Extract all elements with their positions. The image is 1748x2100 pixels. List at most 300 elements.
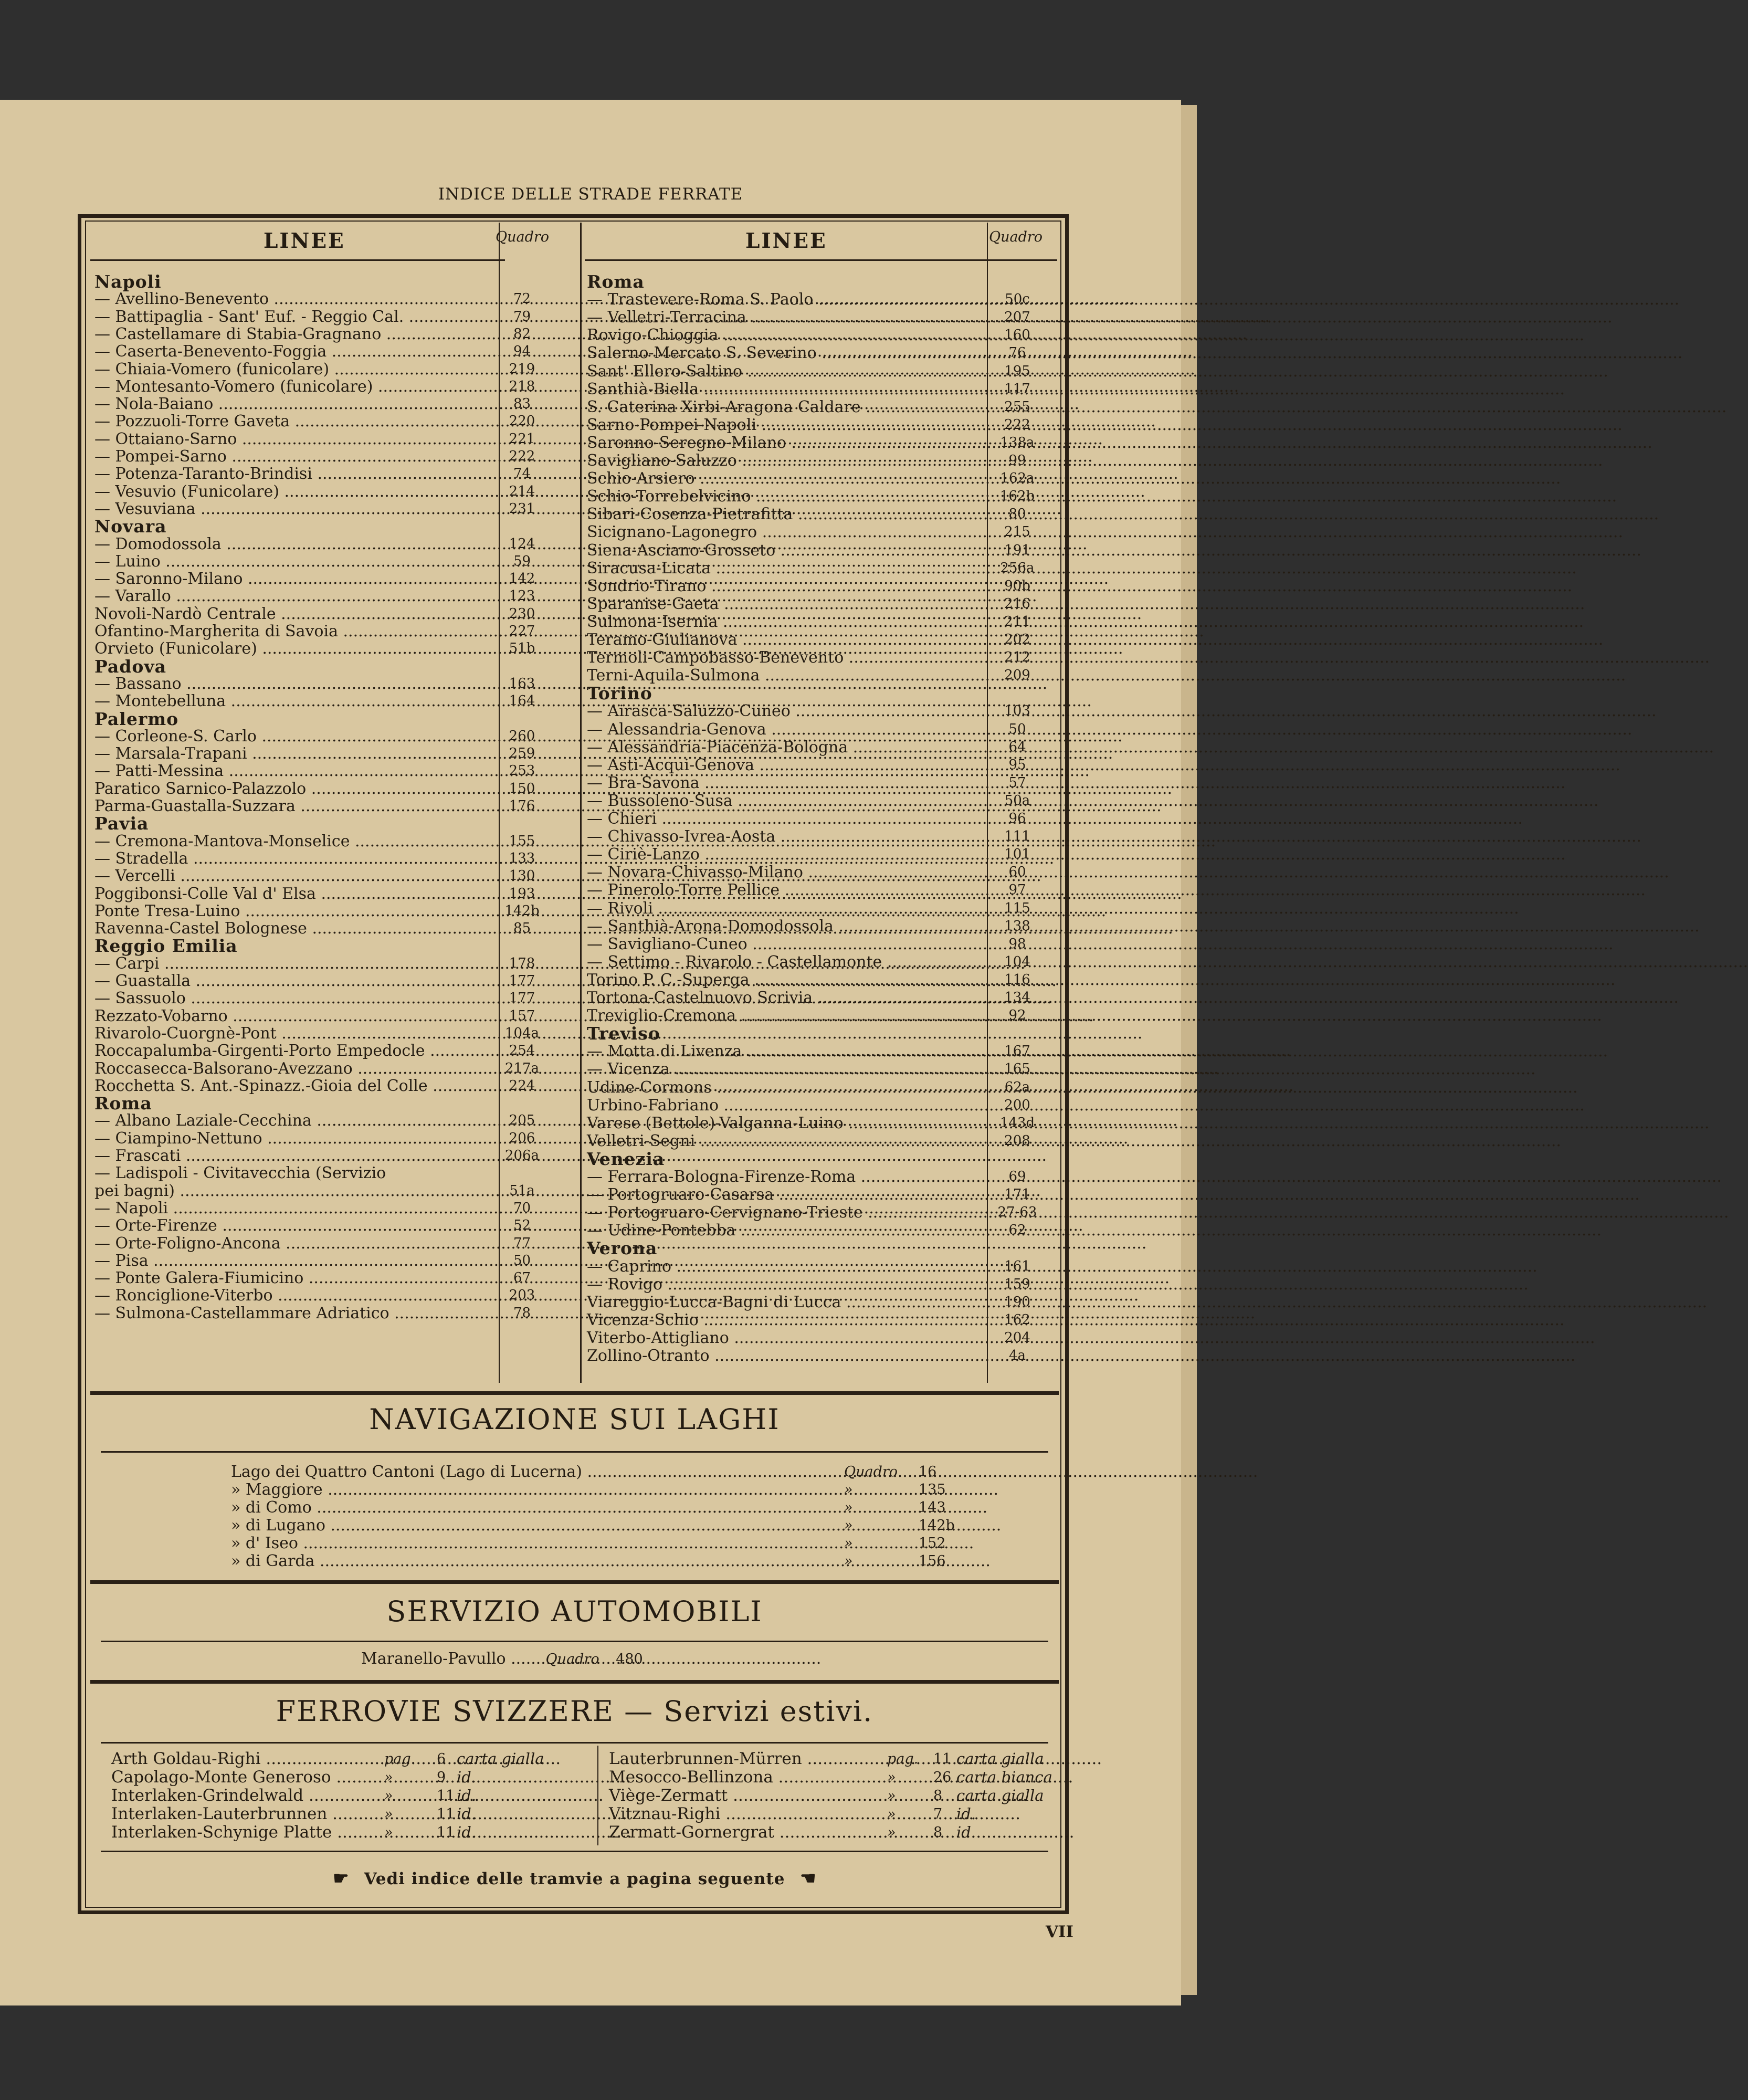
lake-value: 152 [919, 1535, 946, 1551]
index-entry [94, 1199, 531, 1217]
swiss-page-number: 8 [933, 1788, 943, 1804]
quadro-number: 202 [1004, 632, 1030, 647]
divider [90, 1680, 1059, 1684]
lake-quadro: » [844, 1535, 853, 1551]
line-name: — Sassuolo ..... [94, 990, 496, 1007]
quadro-number: 162b [999, 488, 1035, 505]
index-entry [94, 604, 535, 623]
line-name: — Portogruaro-Casarsa ..... [587, 1186, 986, 1203]
line-name: — Novara-Chivasso-Milano ..... [587, 864, 986, 881]
quadro-number: 57 [1008, 774, 1026, 791]
quadro-number: 51a [509, 1182, 535, 1199]
line-name: — Pinerolo-Torre Pellice ..... [587, 881, 986, 899]
index-entry [587, 380, 1030, 398]
index-entry [587, 702, 1030, 721]
line-name: — Napoli ..... [94, 1200, 496, 1217]
line-name: — Albano Laziale-Cecchina ..... [94, 1112, 496, 1129]
line-name: Orvieto (Funicolare) ..... [94, 640, 496, 657]
footnote-text: Vedi indice delle tramvie a pagina seguente [364, 1870, 785, 1888]
index-entry [587, 1078, 1030, 1097]
swiss-page-label: » [384, 1788, 393, 1804]
swiss-page-number: 26 [933, 1769, 952, 1786]
line-name: — Settimo - Rivarolo - Castellamonte ..... [587, 953, 986, 971]
quadro-number: 160 [1004, 327, 1030, 343]
line-name: Torino P. C.-Superga ..... [587, 971, 986, 989]
lake-name: » di Lugano ..... [231, 1517, 745, 1534]
line-name: — Udine-Pontebba ..... [587, 1222, 986, 1239]
index-entry [587, 773, 1026, 792]
line-name: — Marsala-Trapani ..... [94, 745, 496, 762]
quadro-number: 207 [1004, 309, 1030, 326]
quadro-number: 220 [509, 413, 535, 429]
line-name: — Airasca-Saluzzo-Cuneo ..... [587, 702, 986, 720]
line-name: Terni-Aquila-Sulmona ..... [587, 667, 986, 684]
line-name: Savigliano-Saluzzo ..... [587, 452, 986, 469]
index-entry [94, 1024, 540, 1043]
quadro-number: 254 [509, 1043, 535, 1059]
line-name: Poggibonsi-Colle Val d' Elsa ..... [94, 885, 496, 902]
line-name: — Chiaia-Vomero (funicolare) ..... [94, 361, 496, 378]
index-entry [94, 1076, 535, 1095]
automobili-title: SERVIZIO AUTOMOBILI [386, 1595, 763, 1628]
line-name: — Potenza-Taranto-Brindisi ..... [94, 465, 496, 482]
linee-header-right: LINEE [745, 229, 827, 253]
line-name: — Pompei-Sarno ..... [94, 448, 496, 465]
quadro-number: 204 [1004, 1329, 1030, 1346]
swiss-page-number: 11 [437, 1824, 455, 1841]
quadro-header-right: Quadro [989, 229, 1043, 245]
index-entry [94, 884, 535, 903]
city-heading [94, 815, 496, 832]
lake-value: 135 [919, 1482, 946, 1498]
swiss-line-name: Viège-Zermatt ..... [609, 1787, 845, 1804]
quadro-number: 79 [513, 308, 531, 324]
index-entry [94, 989, 535, 1008]
index-entry [94, 360, 535, 379]
city-heading [94, 710, 496, 728]
lake-name: » di Garda ..... [231, 1552, 745, 1570]
index-entry [587, 1328, 1030, 1347]
quadro-number: 103 [1004, 703, 1030, 719]
index-entry [94, 307, 531, 326]
quadro-number: 142 [509, 571, 535, 587]
index-entry [94, 587, 535, 606]
index-entry [587, 612, 1030, 631]
line-name: — Saronno-Milano ..... [94, 570, 496, 587]
quadro-number: 164 [509, 693, 535, 709]
index-entry [94, 1129, 535, 1148]
index-entry [587, 487, 1035, 506]
quadro-number: 211 [1004, 613, 1030, 629]
index-entry [587, 863, 1026, 882]
line-name: Sondrio-Tirano ..... [587, 578, 986, 595]
line-name: — Ciampino-Nettuno ..... [94, 1130, 496, 1147]
index-entry [94, 1286, 535, 1305]
swiss-card-color: id. [457, 1787, 477, 1804]
city-heading [94, 1095, 496, 1112]
quadro-number: 138 [1004, 918, 1030, 934]
quadro-number: 50a [1004, 792, 1030, 808]
index-entry [587, 290, 1030, 309]
quadro-number: 27-63 [997, 1204, 1037, 1221]
line-name: — Ferrara-Bologna-Firenze-Roma ..... [587, 1168, 986, 1185]
quadro-number: 50 [1008, 721, 1026, 737]
quadro-number: 219 [509, 361, 535, 377]
line-name: — Carpi ..... [94, 955, 496, 972]
swiss-page-number: 11 [437, 1806, 455, 1822]
quadro-number: 72 [513, 291, 531, 307]
city-heading [94, 273, 496, 290]
index-entry [94, 1234, 531, 1253]
quadro-number: 74 [513, 466, 531, 482]
quadro-number: 255 [1004, 398, 1030, 415]
index-entry [587, 1114, 1035, 1132]
index-entry [94, 622, 535, 640]
quadro-number: 52 [513, 1217, 531, 1234]
quadro-number: 208 [1004, 1132, 1030, 1149]
index-entry [587, 791, 1030, 810]
quadro-number: 163 [509, 675, 535, 691]
swiss-line-name: Interlaken-Schynige Platte ..... [111, 1824, 306, 1841]
line-name: — Vesuvio (Funicolare) ..... [94, 483, 496, 500]
line-name: — Alessandria-Genova ..... [587, 721, 986, 738]
line-name: Parma-Guastalla-Suzzara ..... [94, 797, 496, 815]
quadro-number: 138a [1000, 434, 1035, 450]
line-name: — Varallo ..... [94, 587, 496, 605]
index-entry [94, 324, 531, 343]
city-name: Treviso [587, 1023, 660, 1044]
swiss-line-name: Zermatt-Gornergrat ..... [609, 1824, 845, 1841]
index-entry [587, 344, 1026, 363]
quadro-number: 82 [513, 326, 531, 342]
index-entry [94, 797, 535, 815]
quadro-number: 67 [513, 1270, 531, 1286]
line-name: Ponte Tresa-Luino ..... [94, 902, 496, 920]
quadro-number: 50 [513, 1252, 531, 1268]
divider [101, 1742, 1048, 1744]
quadro-number: 143d [999, 1115, 1035, 1131]
swiss-railway-entry [0, 1824, 1060, 1841]
lake-name: » di Como ..... [231, 1499, 745, 1516]
index-entry [587, 720, 1026, 739]
line-name: — Ottaiano-Sarno ..... [94, 430, 496, 448]
quadro-number: 115 [1004, 900, 1030, 916]
linee-header-left: LINEE [264, 229, 345, 253]
index-entry [587, 1347, 1026, 1365]
index-entry [94, 570, 535, 589]
index-entry [94, 499, 535, 518]
divider [90, 1391, 1059, 1395]
line-name: Ofantino-Margherita di Savoia ..... [94, 623, 496, 640]
swiss-page-number: 11 [437, 1788, 455, 1804]
quadro-number: 165 [1004, 1061, 1030, 1077]
quadro-number: 176 [509, 798, 535, 814]
line-name: Sibari-Cosenza-Pietrafitta ..... [587, 506, 986, 523]
line-name: Rocchetta S. Ant.-Spinazz.-Gioia del Colle ..... [94, 1077, 496, 1095]
quadro-number: 104a [504, 1025, 540, 1041]
index-entry [587, 845, 1030, 864]
quadro-number: 209 [1004, 667, 1030, 684]
index-entry [94, 867, 535, 886]
index-entry [94, 744, 535, 763]
index-entry [587, 1006, 1026, 1025]
running-head: INDICE DELLE STRADE FERRATE [438, 185, 743, 204]
quadro-number: 123 [509, 588, 535, 604]
left-column [90, 223, 550, 261]
quadro-number: 95 [1008, 757, 1026, 773]
index-entry [94, 534, 535, 553]
automobili-name: Maranello-Pavullo ..... [361, 1650, 529, 1667]
city-name: Napoli [94, 271, 162, 292]
quadro-number: 162a [1000, 470, 1035, 487]
swiss-line-name: Mesocco-Bellinzona ..... [609, 1769, 845, 1786]
index-entry [94, 482, 535, 501]
quadro-number: 50c [1005, 291, 1030, 308]
index-entry [94, 1059, 540, 1078]
line-name: Schio-Arsiero ..... [587, 470, 986, 487]
line-name: — Orte-Foligno-Ancona ..... [94, 1235, 496, 1252]
quadro-number: 214 [509, 483, 535, 499]
quadro-number: 62 [1008, 1222, 1026, 1238]
index-entry [587, 989, 1030, 1007]
quadro-number: 178 [509, 955, 535, 971]
line-name: Velletri-Segni ..... [587, 1132, 986, 1150]
laghi-title: NAVIGAZIONE SUI LAGHI [369, 1403, 780, 1436]
index-entry [94, 395, 531, 414]
line-name: — Nola-Baiano ..... [94, 395, 496, 413]
index-entry [587, 1293, 1030, 1311]
swiss-page-label: » [887, 1788, 896, 1804]
index-entry [587, 1042, 1030, 1061]
line-name: Paratico Sarnico-Palazzolo ..... [94, 780, 496, 797]
divider [101, 1641, 1048, 1642]
line-name: pei bagni) ..... [94, 1182, 496, 1200]
lake-name: » Maggiore ..... [231, 1481, 745, 1498]
line-name: — Domodossola ..... [94, 536, 496, 553]
line-name: Treviglio-Cremona ..... [587, 1007, 986, 1024]
quadro-number: 222 [1004, 416, 1030, 433]
index-entry [587, 738, 1026, 757]
index-entry [587, 648, 1030, 667]
quadro-number: 83 [513, 396, 531, 412]
line-name: — Chieri ..... [587, 810, 986, 827]
index-entry [587, 433, 1035, 452]
line-name: — Castellamare di Stabia-Gragnano ..... [94, 326, 496, 343]
lake-quadro: » [844, 1499, 853, 1516]
swiss-page-label: » [384, 1824, 393, 1841]
line-name: — Ciriè-Lanzo ..... [587, 846, 986, 863]
index-entry [587, 1203, 1037, 1222]
line-name: S. Caterina Xirbi-Aragona Caldare ..... [587, 398, 986, 416]
line-name: — Vercelli ..... [94, 867, 496, 885]
line-name: Urbino-Fabriano ..... [587, 1097, 986, 1114]
quadro-number: 200 [1004, 1097, 1030, 1113]
city-heading [587, 685, 986, 702]
swiss-page-number: 8 [933, 1824, 943, 1841]
divider [101, 1851, 1048, 1852]
city-name: Roma [587, 271, 645, 292]
quadro-number: 260 [509, 728, 535, 744]
quadro-number: 70 [513, 1200, 531, 1216]
quadro-number: 218 [509, 378, 535, 394]
swiss-line-name: Vitznau-Righi ..... [609, 1805, 845, 1823]
index-entry [587, 666, 1030, 685]
index-entry [587, 523, 1030, 542]
quadro-header-left: Quadro [496, 229, 550, 245]
quadro-number: 205 [509, 1112, 535, 1129]
line-name: Roccasecca-Balsorano-Avezzano ..... [94, 1060, 496, 1077]
index-entry [587, 827, 1030, 846]
line-name: — Caserta-Benevento-Foggia ..... [94, 343, 496, 360]
line-name: — Portogruaro-Cervignano-Trieste ..... [587, 1204, 986, 1221]
index-entry [94, 779, 535, 798]
svizzere-title: FERROVIE SVIZZERE — Servizi estivi. [276, 1695, 873, 1728]
line-name: — Stradella ..... [94, 850, 496, 867]
line-name: Ravenna-Castel Bolognese ..... [94, 920, 496, 937]
swiss-page-label: » [384, 1806, 393, 1822]
index-entry [587, 415, 1030, 434]
index-entry [94, 465, 531, 484]
index-entry [94, 972, 535, 990]
quadro-number: 77 [513, 1235, 531, 1251]
city-name: Verona [587, 1238, 658, 1259]
index-entry [587, 559, 1035, 578]
quadro-number: 124 [509, 536, 535, 552]
lake-entry [231, 1499, 966, 1516]
line-name: Udine-Cormons ..... [587, 1079, 986, 1096]
line-name: — Trastevere-Roma S. Paolo ..... [587, 291, 986, 308]
index-entry [94, 832, 535, 850]
line-name: — Patti-Messina ..... [94, 762, 496, 780]
city-name: Torino [587, 683, 652, 704]
line-name: — Rovigo ..... [587, 1276, 986, 1293]
city-heading [587, 273, 986, 290]
line-name: Siena-Asciano-Grosseto ..... [587, 542, 986, 559]
divider [90, 1580, 1059, 1584]
line-name: — Montesanto-Vomero (funicolare) ..... [94, 378, 496, 395]
quadro-number: 130 [509, 868, 535, 884]
line-name: — Caprino ..... [587, 1258, 986, 1275]
quadro-number: 191 [1004, 542, 1030, 558]
line-name: — Ladispoli - Civitavecchia (Servizio [94, 1164, 386, 1183]
index-entry [587, 1275, 1030, 1294]
index-entry [94, 1164, 496, 1182]
lake-quadro: » [844, 1517, 853, 1534]
city-heading [94, 518, 496, 535]
swiss-card-color: id. [457, 1768, 477, 1786]
city-name: Reggio Emilia [94, 936, 238, 957]
swiss-page-label: » [887, 1769, 896, 1786]
quadro-number: 177 [509, 990, 535, 1006]
index-entry [94, 342, 531, 361]
quadro-number: 96 [1008, 811, 1026, 826]
index-entry [587, 362, 1030, 381]
index-entry [587, 810, 1026, 828]
line-name: Santhià-Biella ..... [587, 381, 986, 398]
line-name: Sicignano-Lagonegro ..... [587, 523, 986, 541]
swiss-page-number: 6 [437, 1751, 446, 1767]
index-entry [587, 452, 1026, 470]
quadro-number: 215 [1004, 524, 1030, 540]
lake-name: Lago dei Quattro Cantoni (Lago di Lucerna) ..... [231, 1463, 745, 1480]
index-entry [587, 1221, 1026, 1240]
quadro-number: 94 [513, 343, 531, 360]
swiss-page-label: » [887, 1824, 896, 1841]
line-name: Sulmona-Isernia ..... [587, 613, 986, 631]
divider [101, 1451, 1048, 1453]
line-name: — Bassano ..... [94, 675, 496, 692]
index-entry [587, 594, 1030, 613]
line-name: Schio-Torrebelvicino ..... [587, 488, 986, 505]
index-entry [587, 1257, 1030, 1276]
line-name: Viterbo-Attigliano ..... [587, 1329, 986, 1347]
quadro-number: 203 [509, 1287, 535, 1304]
swiss-card-color: id. [956, 1823, 976, 1841]
line-name: Rezzato-Vobarno ..... [94, 1007, 496, 1025]
quadro-number: 206a [504, 1148, 540, 1163]
index-entry [587, 631, 1030, 649]
line-name: Roccapalumba-Girgenti-Porto Empedocle ..... [94, 1042, 496, 1059]
city-name: Pavia [94, 813, 149, 834]
line-name: Sant' Ellero-Saltino ..... [587, 363, 986, 380]
line-name: — Avellino-Benevento ..... [94, 290, 496, 308]
index-entry [94, 674, 535, 693]
line-name: Zollino-Otranto ..... [587, 1347, 986, 1364]
swiss-page-label: » [384, 1769, 393, 1786]
index-entry [587, 541, 1030, 560]
lake-value: 142b [919, 1517, 955, 1534]
index-entry [94, 954, 535, 973]
line-name: Novoli-Nardò Centrale ..... [94, 605, 496, 623]
line-name: — Orte-Firenze ..... [94, 1217, 496, 1234]
city-heading [94, 936, 496, 957]
swiss-line-name: Lauterbrunnen-Mürren ..... [609, 1750, 845, 1768]
index-entry [587, 755, 1026, 774]
line-name: Sarno-Pompei-Napoli ..... [587, 416, 986, 434]
index-entry [587, 934, 1026, 953]
quadro-number: 206 [509, 1130, 535, 1146]
pointing-hand-icon: ☛ [333, 1868, 350, 1889]
quadro-number: 177 [509, 973, 535, 989]
index-entry [587, 505, 1026, 524]
index-entry [94, 639, 535, 658]
city-heading [587, 1025, 986, 1042]
lake-quadro: » [844, 1553, 853, 1569]
swiss-line-name: Interlaken-Lauterbrunnen ..... [111, 1805, 306, 1823]
quadro-number: 116 [1004, 971, 1030, 988]
quadro-number: 117 [1004, 381, 1030, 397]
line-name: — Cremona-Mantova-Monselice ..... [94, 833, 496, 850]
index-entry [587, 1168, 1026, 1186]
right-column [585, 223, 1057, 261]
swiss-card-color: id. [457, 1823, 477, 1841]
index-entry [94, 762, 535, 781]
lake-entry [231, 1481, 966, 1498]
index-entry [94, 552, 531, 571]
index-entry [94, 290, 531, 309]
quadro-number: 167 [1004, 1043, 1030, 1059]
index-entry [94, 1042, 535, 1060]
city-name: Roma [94, 1093, 152, 1114]
quadro-number: 155 [509, 833, 535, 849]
line-name: — Rivoli ..... [587, 900, 986, 917]
quadro-number: 76 [1008, 345, 1026, 361]
index-entry [587, 899, 1030, 918]
footnote [90, 1868, 1059, 1889]
index-entry [94, 1006, 535, 1025]
index-entry [587, 1185, 1030, 1204]
swiss-railway-entry [0, 1805, 1060, 1823]
